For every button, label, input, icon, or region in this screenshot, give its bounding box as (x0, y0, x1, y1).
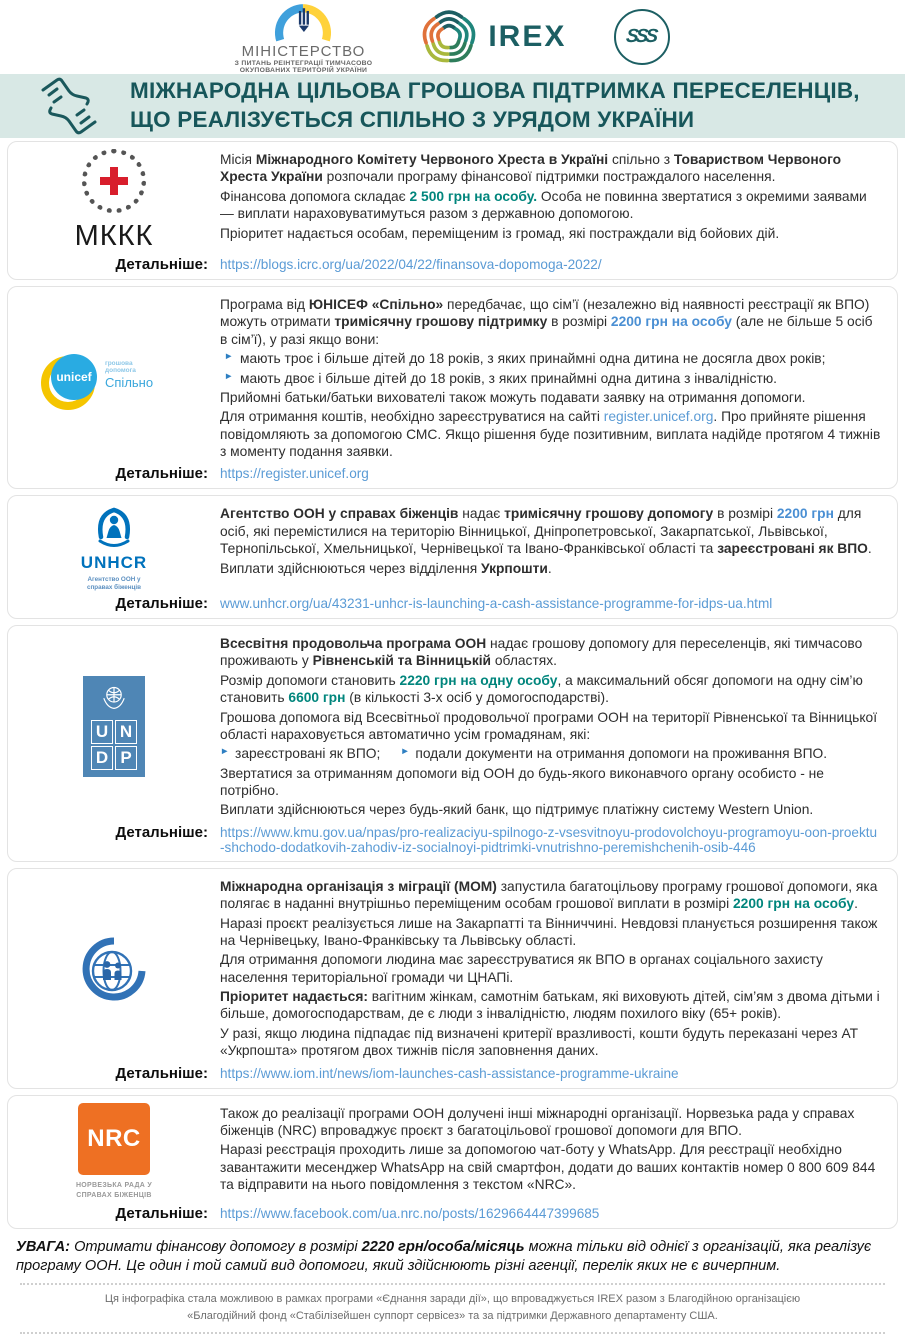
unicef-tag-small-1: грошова (105, 360, 133, 368)
text-segment: Агентство ООН у справах біженців (220, 506, 459, 522)
icrc-logo (8, 149, 220, 253)
text-segment: Укрпошти (481, 560, 548, 576)
text-segment: 2200 грн на особу (733, 896, 855, 912)
ministry-name: МІНІСТЕРСТВО (241, 43, 366, 60)
iom-logo (8, 876, 220, 1062)
text-segment: Розмір допомоги становить (220, 672, 400, 688)
bullet-item (220, 350, 881, 367)
text-segment: в розмірі (547, 314, 611, 330)
text-segment: Виплати здійснюються через будь-який банк, що підтримує платіжну систему Western Union. (220, 802, 814, 818)
title-banner (0, 74, 905, 138)
nrc-subtitle-1: НОРВЕЗЬКА РАДА У (75, 1181, 153, 1189)
details-link[interactable]: https://register.unicef.org (220, 466, 369, 482)
text-segment: . Про прийняте рішення повідомляють за допомогою СМС. Якщо рішення буде позитивним, виплата надійде протягом 4 тижнів з моменту подання заявки. (220, 409, 881, 459)
footer (0, 1232, 905, 1340)
text-segment: 2200 грн на особу (610, 314, 732, 330)
text-segment: . (854, 896, 858, 912)
sss-logo (614, 9, 670, 65)
iom-text (220, 876, 881, 1062)
nrc-subtitle-2: СПРАВАХ БІЖЕНЦІВ (76, 1192, 152, 1200)
text-segment: тримісячну грошову підтримку (334, 314, 548, 330)
text-segment: в розмірі (713, 506, 777, 522)
nrc-logo (8, 1103, 220, 1202)
unhcr-logo (8, 503, 220, 592)
unicef-text (220, 294, 881, 462)
text-segment: тримісячну грошову допомогу (504, 506, 714, 522)
bullet-arrow-icon: ► (400, 746, 410, 758)
credit-note: Ця інфографіка стала можливою в рамках програми «Єднання заради дії», що впроваджується IREX разом з Благодійною організацією «Благодійний фонд «Стабілізейшен суппорт сервісез» та за підтримки Державного департаменту США. (104, 1292, 801, 1322)
unhcr-subtitle-2: справах біженців (86, 584, 141, 592)
unicef-tag-small-2: допомога (105, 367, 136, 375)
unicef-wordmark: unicef (56, 370, 92, 385)
unhcr-details (8, 595, 881, 612)
text-segment: , а максимальний обсяг допомоги на одну сім’ю становить (220, 672, 863, 706)
text-segment: Пріоритет надається: (220, 989, 368, 1005)
text-segment: для осіб, які перемістилися на територію Вінницької, Дніпропетровської, Закарпатської, Львівської, Тернопільської, Хмельницької, Чернівецької та Івано-Франківської області та (220, 506, 862, 557)
text-segment: можна тільки від однієї з організацій, яка реалізує програму ООН. Це один і той самий вид допомоги, який здійснюють різні агенції, перелік яких не є вичерпним. (16, 1238, 872, 1274)
details-label: Детальніше: (115, 465, 208, 483)
attention-notice (16, 1238, 889, 1276)
text-segment: спільно з (608, 152, 674, 167)
paragraph (220, 672, 881, 707)
paragraph (220, 225, 881, 242)
details-label: Детальніше: (115, 256, 208, 273)
text-segment: Товариством Червоного Хреста України (220, 152, 842, 185)
irex-pinwheel-icon (420, 8, 478, 66)
text-segment: УВАГА: (16, 1238, 71, 1255)
text-segment: подали документи на отримання допомоги на проживання ВПО. (415, 746, 828, 762)
paragraph (220, 408, 881, 460)
sss-wordmark: SSS (625, 26, 657, 47)
iom-globe-icon (74, 934, 154, 1004)
text-segment: Рівненській та Вінницькій (312, 653, 492, 669)
unicef-logo (8, 294, 220, 462)
text-segment: запустила багатоцільову програму грошової допомоги, яка полягає в наданні внутрішньо переміщеним особам грошової виплати в розмірі (220, 878, 878, 912)
inline-link[interactable]: register.unicef.org (603, 409, 714, 425)
nrc-text (220, 1103, 881, 1202)
wfp-text (220, 633, 881, 821)
text-segment: зареєстровані як ВПО (717, 541, 868, 557)
paragraph (220, 389, 881, 406)
text-segment: ЮНІСЕФ «Спільно» (308, 297, 444, 312)
paragraph (220, 915, 881, 950)
paragraph (220, 801, 881, 818)
text-segment: Звертатися за отриманням допомоги від ООН до будь-якого виконавчого органу особисто - не потрібно. (220, 765, 824, 799)
details-link[interactable]: www.unhcr.org/ua/43231-unhcr-is-launching-a-cash-assistance-programme-for-idps-ua.html (220, 596, 773, 612)
details-label: Детальніше: (115, 595, 208, 613)
text-segment: мають троє і більше дітей до 18 років, з яких принаймні одна дитина не досягла двох років; (240, 351, 826, 367)
bullet-item (220, 370, 881, 387)
text-segment: . (547, 560, 552, 576)
details-label: Детальніше: (115, 1064, 208, 1082)
section-nrc (7, 1095, 898, 1229)
bullet-arrow-icon: ► (220, 746, 230, 758)
paragraph (220, 709, 881, 744)
unhcr-wordmark: UNHCR (80, 553, 148, 573)
text-segment: 2220 грн на одну особу (399, 672, 558, 688)
section-unhcr (7, 495, 898, 619)
unhcr-text (220, 503, 881, 592)
paragraph (16, 1238, 889, 1276)
text-segment: Місія (220, 152, 256, 167)
page-title (130, 77, 860, 135)
ministry-subtitle-1: З ПИТАНЬ РЕІНТЕГРАЦІЇ ТИМЧАСОВО (234, 59, 373, 67)
undp-letter-u: U (91, 720, 113, 744)
text-segment: Для отримання допомоги людина має зареєструватися як ВПО в органах соціального захисту населення територіальної громади чи ЦНАПі. (220, 952, 823, 985)
section-iom (7, 868, 898, 1089)
text-segment: Наразі проєкт реалізується лише на Закарпатті та Вінниччині. Невдовзі планується розширення також на Чернівецьку, Івано-Франківську та Львівську області. (220, 915, 878, 948)
undp-letter-d: D (91, 746, 113, 770)
text-segment: передбачає, що сім’ї (незалежно від наявності реєстрації як ВПО) можуть отримати (220, 297, 870, 330)
details-link[interactable]: https://www.kmu.gov.ua/npas/pro-realizaciyu-spilnogo-z-vsesvitnoyu-prodovolchoyu-programoyu-oon-proektu-shchodo-dodatkovih-zahodiv-iz-socialnoyi-pidtrimki-vnutrishno-peremishchenih-osib-446 (220, 824, 878, 855)
bullet-arrow-icon: ► (224, 351, 234, 363)
header-logos (0, 0, 905, 74)
text-segment: 2220 грн/особа/місяць (361, 1238, 525, 1255)
unhcr-subtitle-1: Агентство ООН у (87, 576, 141, 584)
undp-letter-grid (91, 720, 137, 770)
text-segment: 2 500 грн на особу. (409, 188, 538, 204)
text-segment: 2200 грн (776, 506, 834, 522)
bullet-row (220, 745, 881, 762)
details-label: Детальніше: (115, 823, 208, 841)
unicef-details (8, 465, 881, 482)
nrc-details (8, 1205, 881, 1222)
dotted-divider (20, 1283, 885, 1285)
text-segment: Пріоритет надається особам, переміщеним із громад, які постраждали від бойових дій. (220, 225, 780, 241)
undp-letter-p: P (115, 746, 137, 770)
text-segment: Наразі реєстрація проходить лише за допомогою чат-боту у WhatsApp. Для реєстрації необхідно завантажити месенджер WhatsApp на свій смартфон, додати до ваших контактів номер 0 800 609 844 та відправити на нього повідомлення з текстом «NRC». (220, 1142, 876, 1193)
nrc-square-icon (78, 1103, 150, 1175)
bullet-arrow-icon: ► (224, 370, 234, 382)
dotted-divider-bottom (20, 1332, 885, 1334)
text-segment: Фінансова допомога складає (220, 188, 410, 204)
paragraph (220, 151, 881, 186)
text-segment: (але не більше 5 осіб в сім’ї), у разі якщо вони: (220, 314, 873, 347)
page-title-line2: ЩО РЕАЛІЗУЄТЬСЯ СПІЛЬНО З УРЯДОМ УКРАЇНИ (130, 107, 695, 132)
undp-logo (8, 633, 220, 821)
undp-letter-n: N (115, 720, 137, 744)
text-segment: Особа не повинна звертатися з окремими заявами — виплати нараховуватимуться разом з державною допомогою. (220, 188, 867, 222)
section-icrc (7, 141, 898, 280)
paragraph (220, 1105, 881, 1140)
un-emblem-icon (96, 682, 132, 716)
paragraph (220, 560, 881, 577)
nrc-wordmark: NRC (87, 1124, 141, 1152)
text-segment: розпочали програму фінансової підтримки постраждалого населення. (322, 169, 776, 185)
text-segment: Грошова допомога від Всесвітньої продовольчої програми ООН на території Рівненської та Вінницької області нараховується автоматично усім громадянам, які: (220, 709, 878, 742)
text-segment: областях. (491, 653, 557, 669)
paragraph (220, 988, 881, 1023)
bullet-item (400, 745, 827, 762)
wfp-details (8, 824, 881, 855)
details-link[interactable]: https://www.facebook.com/ua.nrc.no/posts/1629664447399685 (220, 1205, 600, 1221)
unicef-program-name: Спільно (105, 375, 154, 391)
paragraph (220, 635, 881, 670)
paragraph (220, 1025, 881, 1060)
paragraph (220, 188, 881, 223)
paragraph (220, 765, 881, 800)
ministry-logo (235, 0, 373, 74)
text-segment: Також до реалізації програми ООН долучені інші міжнародні організації. Норвезька рада у справах біженців (NRC) впроваджує проєкт з багатоцільової грошової допомоги для ВПО. (220, 1105, 855, 1138)
unicef-tagline (105, 360, 153, 391)
text-segment: . (867, 541, 872, 557)
iom-details (8, 1065, 881, 1082)
ministry-subtitle-2: ОКУПОВАНИХ ТЕРИТОРІЙ УКРАЇНИ (239, 66, 368, 74)
text-segment: надає грошову допомогу для переселенців, які тимчасово проживають у (220, 636, 863, 669)
paragraph (220, 951, 881, 986)
text-segment: Всесвітня продовольча програма ООН (220, 636, 487, 652)
text-segment: Програма від (220, 297, 309, 312)
details-link[interactable]: https://blogs.icrc.org/ua/2022/04/22/finansova-dopomoga-2022/ (220, 257, 602, 272)
text-segment: У разі, якщо людина підпадає під визначені критерії вразливості, кошти будуть переказані через АТ «Укрпошта» протягом двох тижнів після заповнення даних. (220, 1025, 859, 1059)
details-link[interactable]: https://www.iom.int/news/iom-launches-cash-assistance-programme-ukraine (220, 1065, 679, 1081)
text-segment: (в кількості 3-х осіб у домогосподарстві). (345, 690, 609, 706)
text-segment: Отримати фінансову допомогу в розмірі (70, 1238, 362, 1255)
irex-wordmark: IREX (488, 20, 567, 53)
paragraph (220, 296, 881, 348)
section-wfp-undp (7, 625, 898, 862)
trident-icon (299, 8, 309, 32)
text-segment: Для отримання коштів, необхідно зареєструватися на сайті (220, 409, 604, 425)
text-segment: надає (458, 506, 505, 522)
text-segment: вагітним жінкам, самотнім батькам, які виховують дітей, сім’ям з двома дітьми і більше, домогосподарствам, де є люди з інвалідністю, людям похилого віку (65+ років). (220, 989, 880, 1022)
text-segment: Міжнародного Комітету Червоного Хреста в Україні (255, 152, 609, 167)
bullet-item (220, 745, 380, 762)
text-segment: 6600 грн (288, 690, 346, 706)
text-segment: зареєстровані як ВПО; (235, 746, 381, 762)
nrc-subtitle (76, 1181, 152, 1202)
ministry-arc-icon (267, 0, 339, 42)
unhcr-subtitle (87, 576, 141, 592)
giving-hands-icon (34, 74, 104, 138)
unhcr-emblem-icon (88, 503, 140, 549)
text-segment: Міжнародна організація з міграції (МОМ) (220, 878, 497, 894)
section-unicef (7, 286, 898, 489)
paragraph (220, 878, 881, 913)
text-segment: Виплати здійснюються через відділення (220, 560, 482, 576)
icrc-details (8, 256, 881, 273)
page-title-line1: МІЖНАРОДНА ЦІЛЬОВА ГРОШОВА ПІДТРИМКА ПЕРЕСЕЛЕНЦІВ, (130, 78, 860, 104)
icrc-text (220, 149, 881, 253)
paragraph (220, 1141, 881, 1193)
icrc-caption: МККК (74, 220, 154, 252)
details-label: Детальніше: (115, 1204, 208, 1222)
paragraph (220, 505, 881, 557)
text-segment: Прийомні батьки/батьки вихователі також можуть подавати заявку на отримання допомоги. (220, 389, 806, 405)
irex-logo (420, 8, 566, 66)
text-segment: мають двоє і більше дітей до 18 років, з яких принаймні одна дитина з інвалідністю. (240, 370, 778, 386)
unicef-circle-icon (51, 354, 97, 400)
red-cross-icon (82, 149, 146, 213)
